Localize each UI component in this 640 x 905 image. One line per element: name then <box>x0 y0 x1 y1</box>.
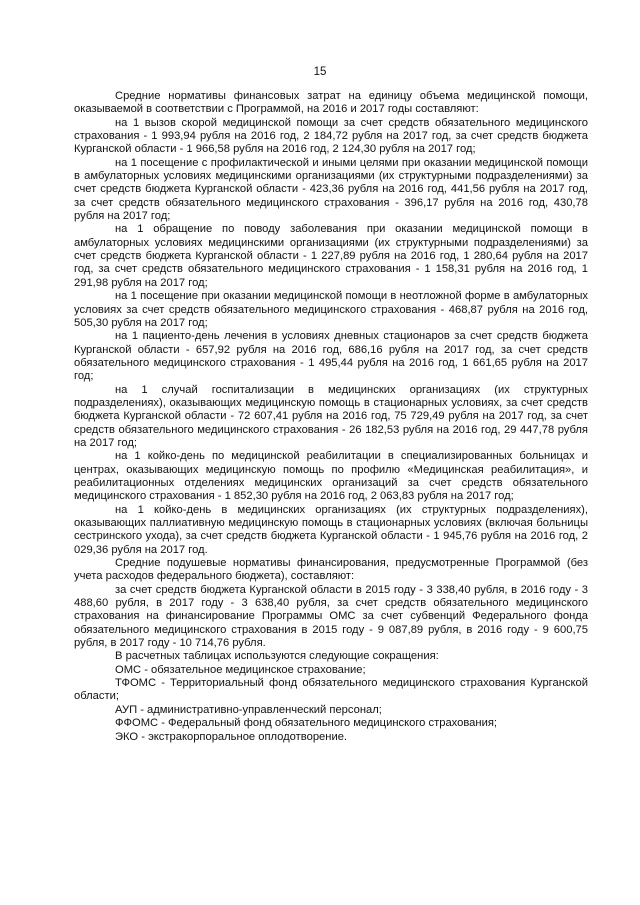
paragraph-palliative-bed-day: на 1 койко-день в медицинских организациях (их структурных подразделениях), оказывающих паллиативную медицинскую помощь в стационарных условиях (включая больницы сестринского ухода), за счет средств бюджета Курганской области - 1 945,76 рубля на 2016 год, 2 029,36 рубля на 2017 год. <box>74 503 588 556</box>
abbreviation-ffoms: ФФОМС - Федеральный фонд обязательного медицинского страхования; <box>115 717 497 730</box>
abbreviation-eko: ЭКО - экстракорпоральное оплодотворение. <box>115 730 348 743</box>
paragraph-hospitalization: на 1 случай госпитализации в медицинских организациях (их структурных подразделениях), оказывающих медицинскую помощь в стационарных условиях, за счет средств бюджета Курганской области - 72 607,41 рубля на 2016 год, 75 729,49 рубля на 2017 год, за счет средств обязательного медицинского страхования - 26 182,53 рубля на 2016 год, 29 447,78 рубля на 2017 год; <box>74 383 588 449</box>
page-number: 15 <box>313 66 327 78</box>
paragraph-urgent-visit: на 1 посещение при оказании медицинской помощи в неотложной форме в амбулаторных условиях за счет средств обязательного медицинского страхования - 468,87 рубля на 2016 год, 505,30 рубля на 2017 год; <box>74 290 588 329</box>
paragraph-per-capita-intro: Средние подушевые нормативы финансирования, предусмотренные Программой (без учета расходов федерального бюджета), составляют: <box>74 557 588 583</box>
document-body <box>74 90 588 744</box>
paragraph-abbreviations-intro: В расчетных таблицах используются следующие сокращения: <box>115 650 439 663</box>
paragraph-avg-cost-intro: Средние нормативы финансовых затрат на единицу объема медицинской помощи, оказываемой в соответствии с Программой, на 2016 и 2017 годы составляют: <box>74 90 588 116</box>
paragraph-day-hospital: на 1 пациенто-день лечения в условиях дневных стационаров за счет средств бюджета Курганской области - 657,92 рубля на 2016 год, 686,16 рубля на 2017 год, за счет средств обязательного медицинского страхования - 1 495,44 рубля на 2016 год, 1 661,65 рубля на 2017 год; <box>74 330 588 383</box>
paragraph-per-capita-values: за счет средств бюджета Курганской области в 2015 году - 3 338,40 рубля, в 2016 году - 3 488,60 рубля, в 2017 году - 3 638,40 рубля, за счет средств обязательного медицинского страхования на финансирование Программы ОМС за счет субвенций Федерального фонда обязательного медицинского страхования в 2015 году - 9 087,89 рубля, в 2016 году - 9 600,75 рубля, в 2017 году - 10 714,76 рубля. <box>74 583 588 650</box>
paragraph-preventive-visit: на 1 посещение с профилактической и иными целями при оказании медицинской помощи в амбулаторных условиях медицинскими организациями (их структурными подразделениями) за счет средств бюджета Курганской области - 423,36 рубля на 2016 год, 441,56 рубля на 2017 год, за счет средств обязательного медицинского страхования - 396,17 рубля на 2016 год, 430,78 рубля на 2017 год; <box>74 156 588 223</box>
paragraph-rehabilitation-bed-day: на 1 койко-день по медицинской реабилитации в специализированных больницах и центрах, оказывающих медицинскую помощь по профилю «Медицинская реабилитация», и реабилитационных отделениях медицинских организаций за счет средств обязательного медицинского страхования - 1 852,30 рубля на 2016 год, 2 063,83 рубля на 2017 год; <box>74 450 588 503</box>
abbreviation-tfoms: ТФОМС - Территориальный фонд обязательного медицинского страхования Курганской области; <box>74 677 588 703</box>
abbreviation-aup: АУП - административно-управленческий персонал; <box>115 703 382 716</box>
paragraph-ambulance-call: на 1 вызов скорой медицинской помощи за счет средств обязательного медицинского страхования - 1 993,94 рубля на 2016 год, 2 184,72 рубля на 2017 год, за счет средств бюджета Курганской области - 1 966,58 рубля на 2016 год, 2 124,30 рубля на 2017 год; <box>74 116 588 156</box>
paragraph-disease-visit: на 1 обращение по поводу заболевания при оказании медицинской помощи в амбулаторных условиях медицинскими организациями (их структурными подразделениями) за счет средств бюджета Курганской области - 1 227,89 рубля на 2016 год, 1 280,64 рубля на 2017 год, за счет средств обязательного медицинского страхования - 1 158,31 рубля на 2016 год, 1 291,98 рубля на 2017 год; <box>74 223 588 289</box>
abbreviation-oms: ОМС - обязательное медицинское страхование; <box>115 663 366 676</box>
